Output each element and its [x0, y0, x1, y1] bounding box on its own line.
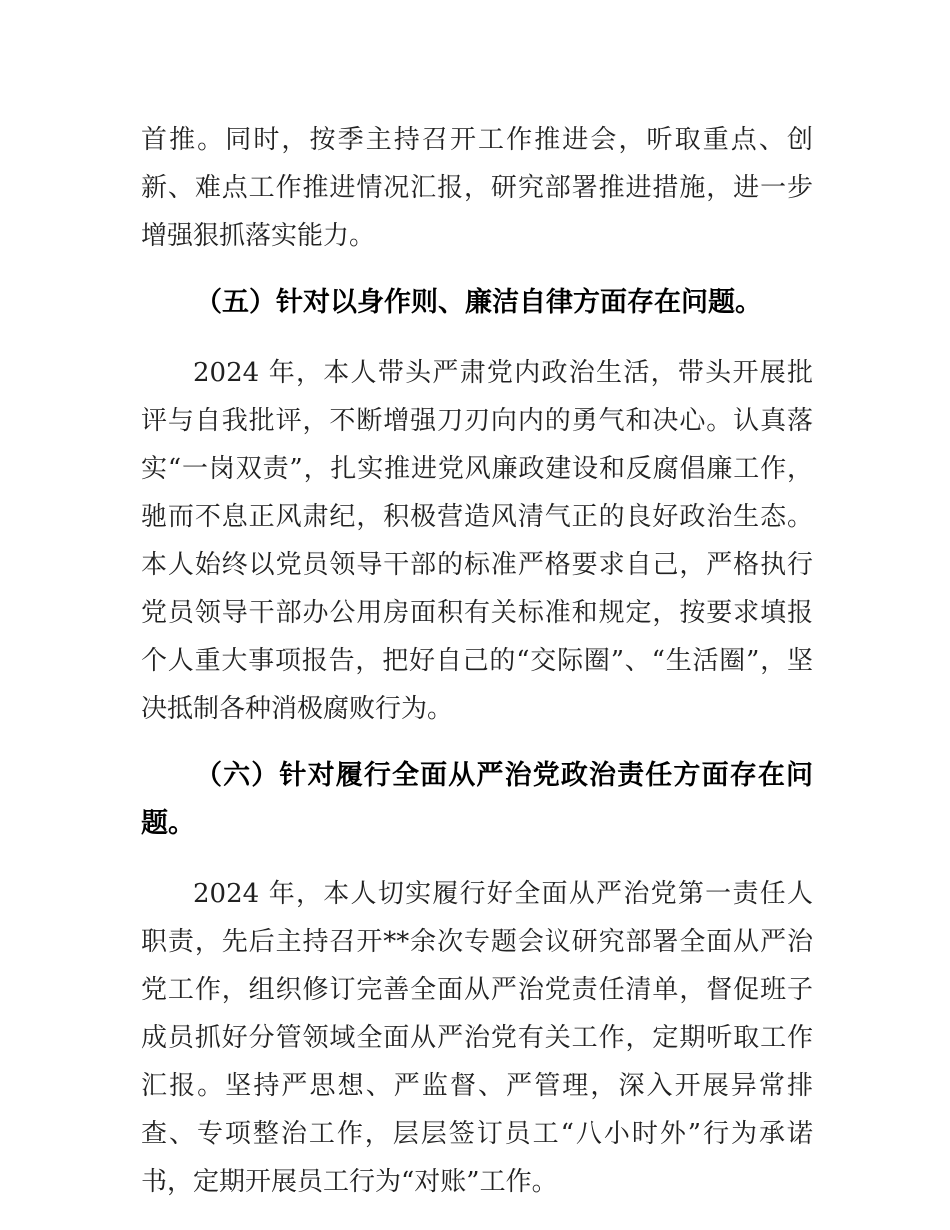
heading-section-six: （六）针对履行全面从严治党政治责任方面存在问题。	[141, 760, 813, 839]
paragraph-section-six: 2024 年，本人切实履行好全面从严治党第一责任人职责，先后主持召开**余次专题会议研究部署全面从严治党工作，组织修订完善全面从严治党责任清单，督促班子成员抓好分管领域全面从严治党有关工作，定期听取工作汇报。坚持严思想、严监督、严管理，深入开展异常排查、专项整治工作，层层签订员工“八小时外”行为承诺书，定期开展员工行为“对账”工作。	[141, 879, 813, 1197]
paragraph-section-five: 2024 年，本人带头严肃党内政治生活，带头开展批评与自我批评，不断增强刀刃向内的勇气和决心。认真落实“一岗双责”，扎实推进党风廉政建设和反腐倡廉工作，驰而不息正风肃纪，积极营造风清气正的良好政治生态。本人始终以党员领导干部的标准严格要求自己，严格执行党员领导干部办公用房面积有关标准和规定，按要求填报个人重大事项报告，把好自己的“交际圈”、“生活圈”，坚决抵制各种消极腐败行为。	[141, 358, 813, 724]
heading-section-five: （五）针对以身作则、廉洁自律方面存在问题。	[195, 287, 762, 318]
paragraph-continuation: 首推。同时，按季主持召开工作推进会，听取重点、创新、难点工作推进情况汇报，研究部署推进措施，进一步增强狠抓落实能力。	[141, 125, 813, 251]
